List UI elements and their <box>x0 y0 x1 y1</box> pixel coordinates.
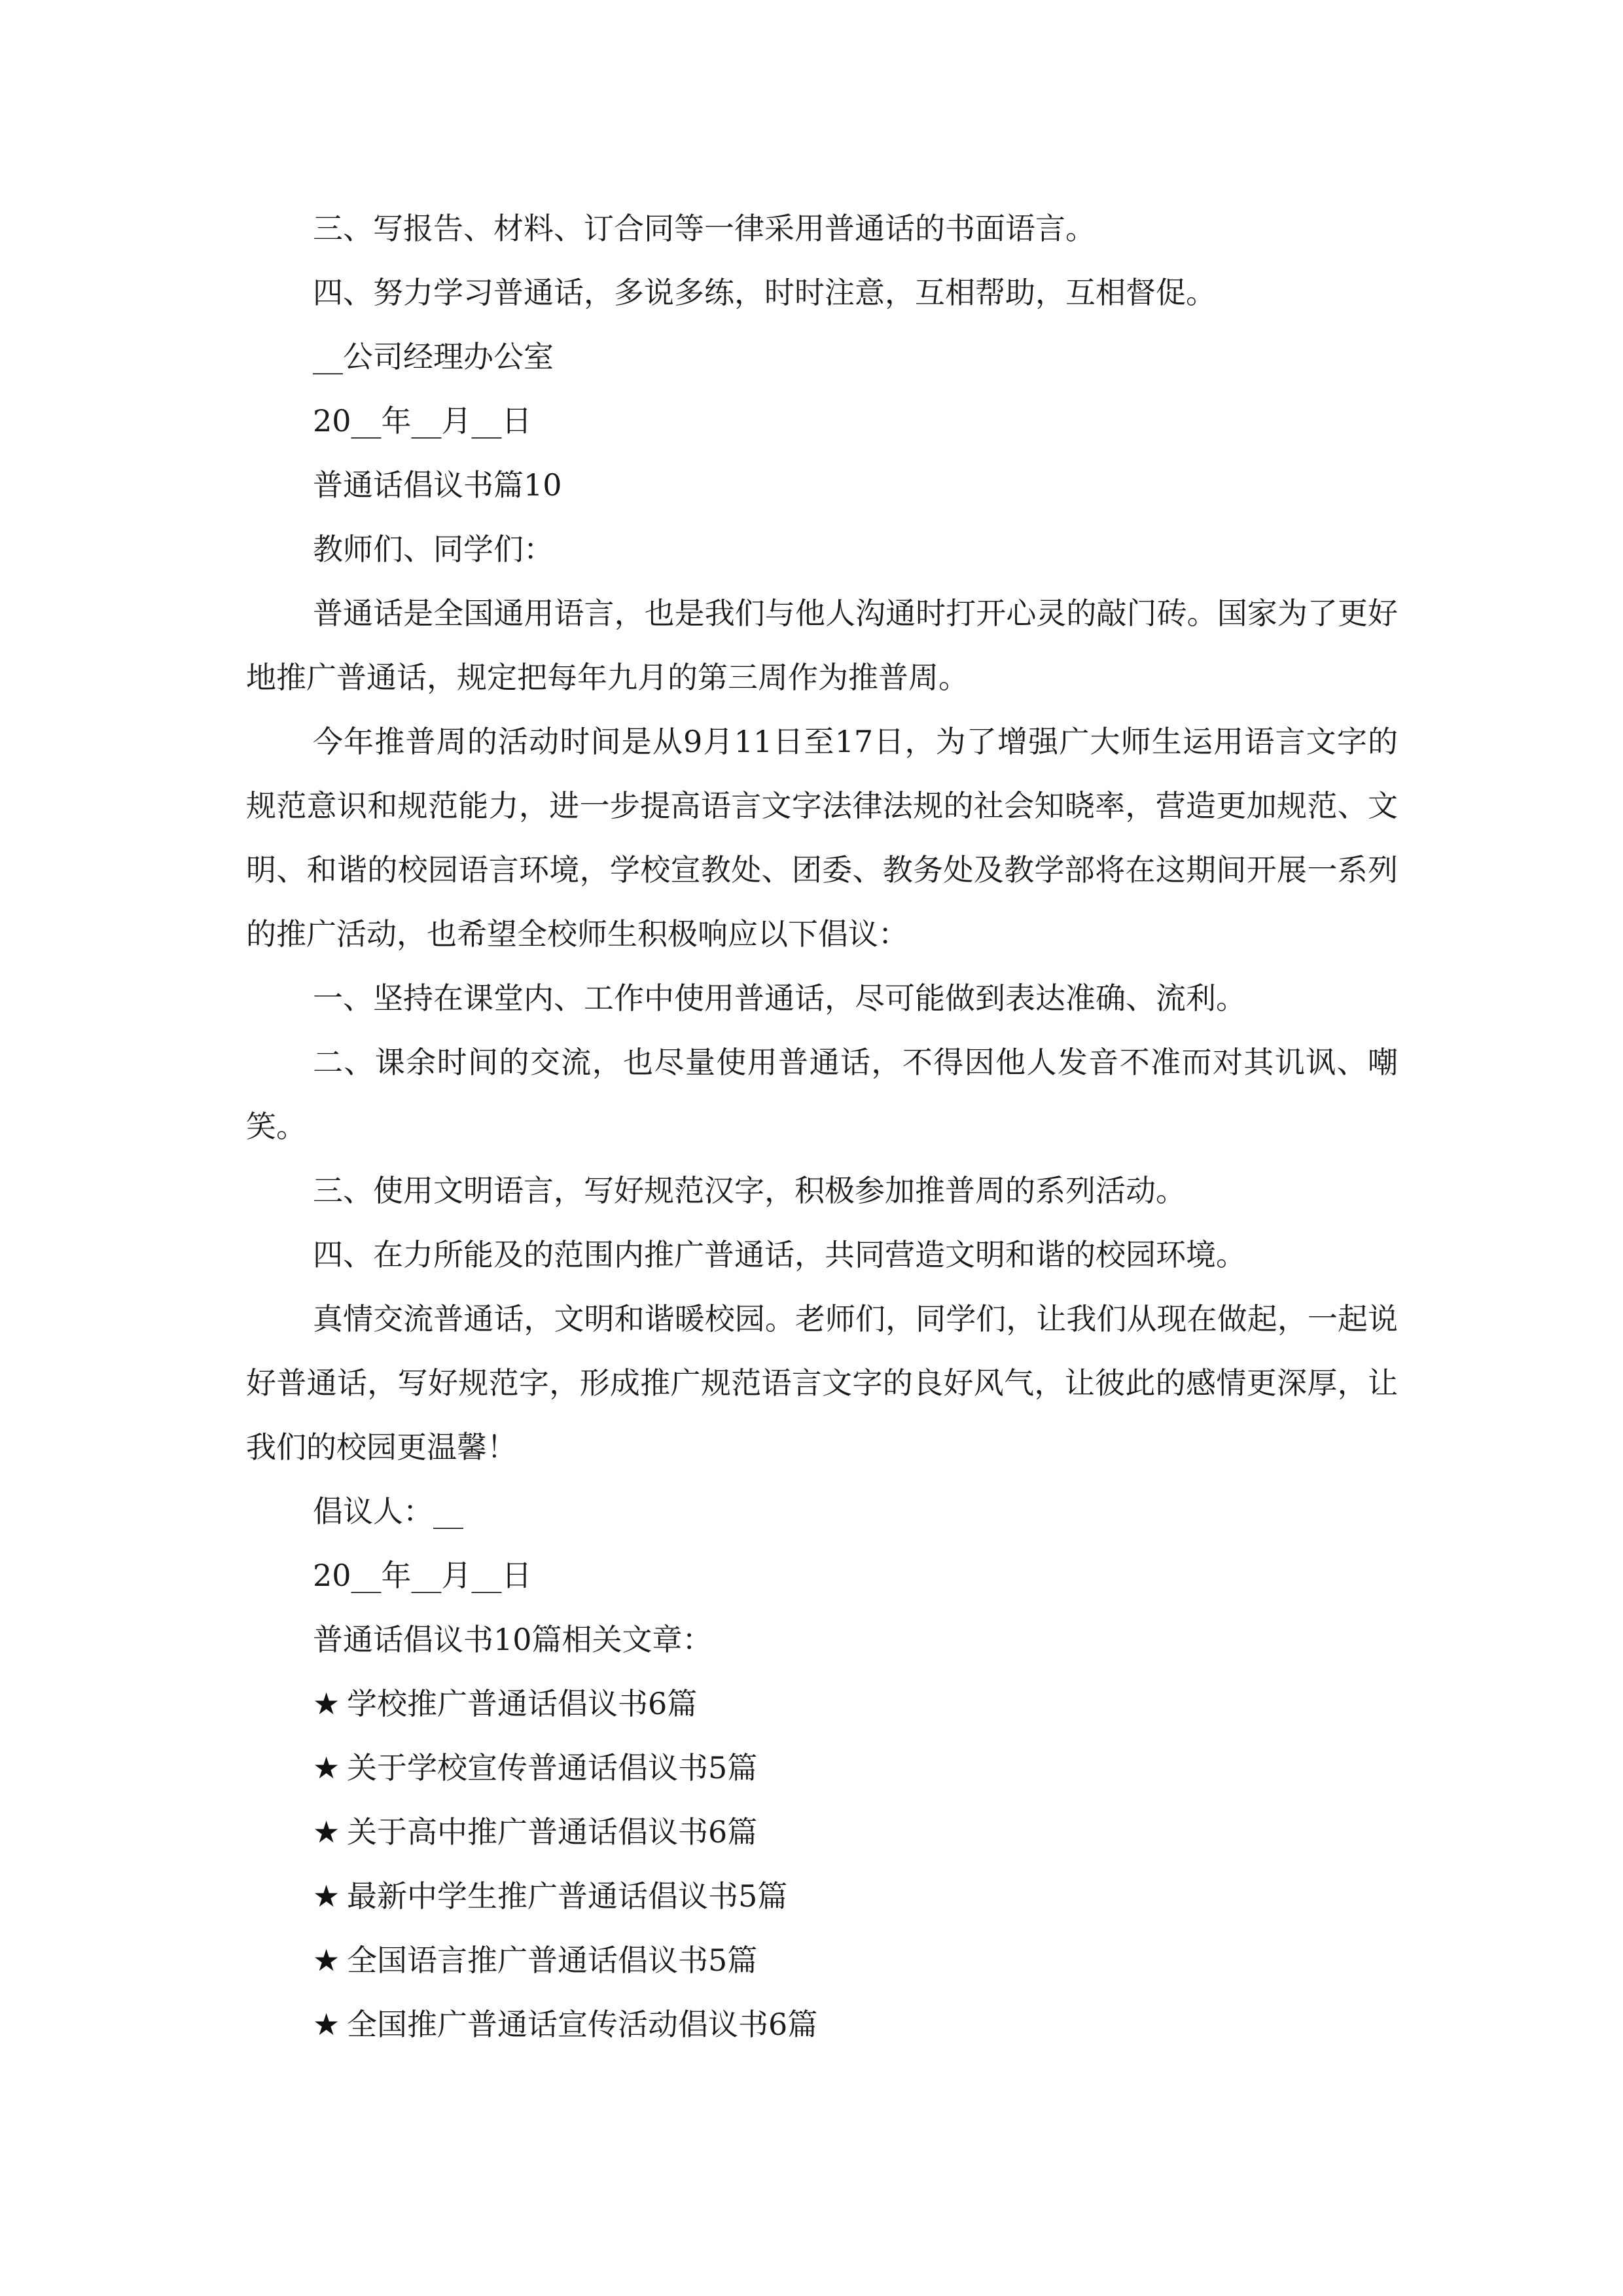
proposal-item-1: 一、坚持在课堂内、工作中使用普通话，尽可能做到表达准确、流利。 <box>313 980 1246 1016</box>
related-heading: 普通话倡议书10篇相关文章： <box>313 1622 713 1657</box>
related-link-3[interactable] <box>246 1800 1398 1864</box>
related-link-label: 关于学校宣传普通话倡议书5篇 <box>347 1750 758 1785</box>
related-link-label: 最新中学生推广普通话倡议书5篇 <box>347 1878 788 1914</box>
intro-paragraph: 普通话是全国通用语言，也是我们与他人沟通时打开心灵的敲门砖。国家为了更好地推广普通话，规定把每年九月的第三周作为推普周。 <box>246 596 1398 695</box>
star-icon: ★ <box>313 1814 340 1850</box>
related-link-6[interactable] <box>246 1992 1398 2056</box>
related-link-label: 全国推广普通话宣传活动倡议书6篇 <box>347 2007 818 2042</box>
document-body <box>246 196 1398 2056</box>
related-link-1[interactable] <box>246 1672 1398 1736</box>
salutation: 教师们、同学们： <box>313 531 554 567</box>
closing-paragraph: 真情交流普通话，文明和谐暖校园。老师们，同学们，让我们从现在做起，一起说好普通话，写好规范字，形成推广规范语言文字的良好风气，让彼此的感情更深厚，让我们的校园更温馨！ <box>246 1301 1398 1465</box>
paragraph-item-3: 三、写报告、材料、订合同等一律采用普通话的书面语言。 <box>313 211 1096 246</box>
paragraph-item-4: 四、努力学习普通话，多说多练，时时注意，互相帮助，互相督促。 <box>313 275 1216 310</box>
proposal-date: 20__年__月__日 <box>313 1558 532 1593</box>
signature-date: 20__年__月__日 <box>313 403 532 439</box>
star-icon: ★ <box>313 1943 340 1978</box>
section-title: 普通话倡议书篇10 <box>313 467 562 503</box>
star-icon: ★ <box>313 1878 340 1914</box>
star-icon: ★ <box>313 1686 340 1721</box>
proposal-item-3: 三、使用文明语言，写好规范汉字，积极参加推普周的系列活动。 <box>313 1173 1186 1208</box>
signature-office: __公司经理办公室 <box>313 339 554 374</box>
related-link-label: 全国语言推广普通话倡议书5篇 <box>347 1943 758 1978</box>
related-link-label: 关于高中推广普通话倡议书6篇 <box>347 1814 758 1850</box>
proposer-line: 倡议人：__ <box>313 1494 463 1529</box>
related-link-4[interactable] <box>246 1864 1398 1928</box>
related-link-5[interactable] <box>246 1928 1398 1992</box>
star-icon: ★ <box>313 2007 340 2042</box>
related-link-2[interactable] <box>246 1736 1398 1800</box>
proposal-item-4: 四、在力所能及的范围内推广普通话，共同营造文明和谐的校园环境。 <box>313 1237 1246 1272</box>
proposal-item-2: 二、课余时间的交流，也尽量使用普通话，不得因他人发音不准而对其讥讽、嘲笑。 <box>246 1045 1398 1144</box>
star-icon: ★ <box>313 1750 340 1785</box>
activity-paragraph: 今年推普周的活动时间是从9月11日至17日，为了增强广大师生运用语言文字的规范意识和规范能力，进一步提高语言文字法律法规的社会知晓率，营造更加规范、文明、和谐的校园语言环境，学校宣教处、团委、教务处及教学部将在这期间开展一系列的推广活动，也希望全校师生积极响应以下倡议： <box>246 724 1398 952</box>
related-link-label: 学校推广普通话倡议书6篇 <box>347 1686 698 1721</box>
